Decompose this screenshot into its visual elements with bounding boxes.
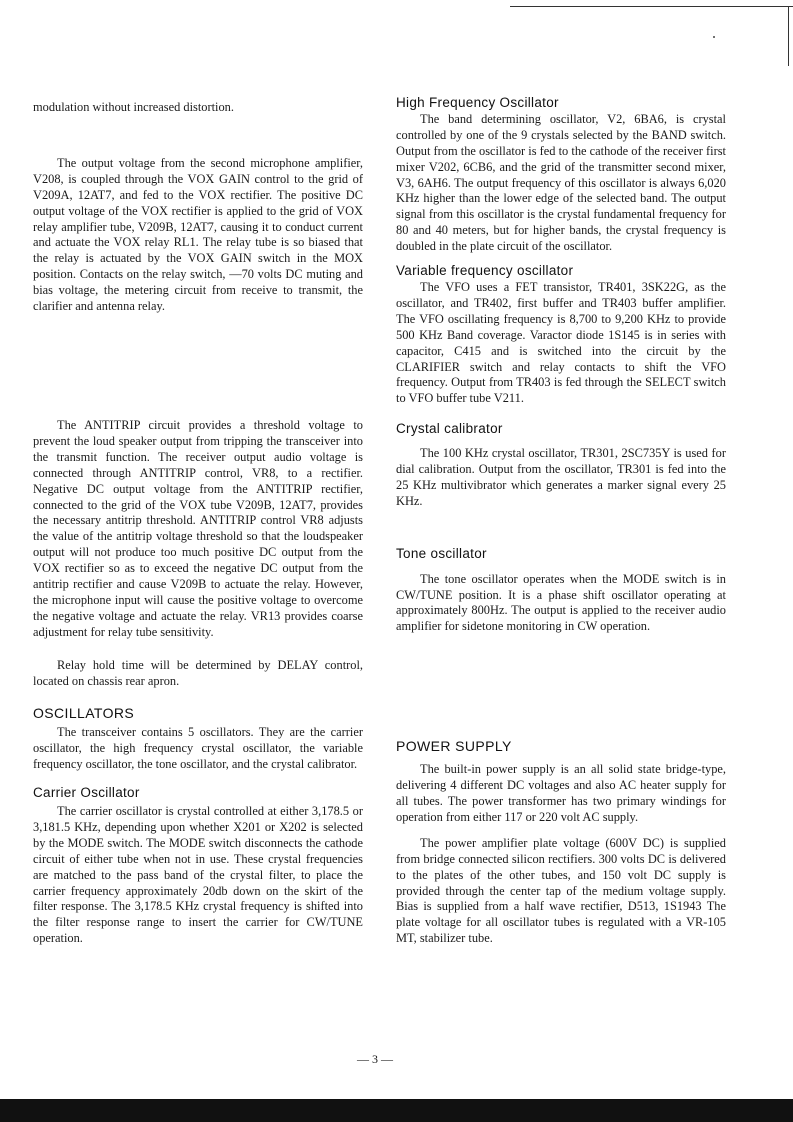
paragraph-oscillators: The transceiver contains 5 oscillators. They are the carrier oscillator, the high frequency crystal oscillator, the variable frequency oscillator, the tone oscillator, and the crystal calibrator. [33, 725, 363, 772]
heading-crystal-calibrator: Crystal calibrator [396, 421, 503, 437]
paragraph-crystal-calibrator: The 100 KHz crystal oscillator, TR301, 2SC735Y is used for dial calibration. Output from the oscillator, TR301 is fed into the 25 KHz multivibrator which generates a marker signal every 25 KHz. [396, 446, 726, 508]
heading-power-supply: POWER SUPPLY [396, 738, 512, 755]
paragraph-tone-oscillator: The tone oscillator operates when the MODE switch is in CW/TUNE position. It is a phase shift oscillator operating at approximately 800Hz. The output is applied to the receiver audio amplifier for sidetone monitoring in CW operation. [396, 571, 726, 634]
right-column [396, 95, 726, 947]
heading-carrier-oscillator: Carrier Oscillator [33, 785, 140, 801]
paragraph-power-supply-1: The built-in power supply is an all solid state bridge-type, delivering 4 different DC voltages and also AC heater supply for all tubes. The power transformer has two primary windings for operation from either 117 or 220 volt AC supply. [396, 762, 726, 824]
paragraph-variable-frequency-oscillator: The VFO uses a FET transistor, TR401, 3SK22G, as the oscillator, and TR402, first buffer and TR403 buffer amplifier. The VFO oscillating frequency is 8,700 to 9,200 KHz to provide 500 KHz Band coverage. Varactor diode 1S145 is in series with capacitor, C415 and is switched into the circuit by the CLARIFIER switch and relay contacts to shift the VFO frequency. Output from TR403 is fed through the SELECT switch to VFO buffer tube V211. [396, 279, 726, 406]
paragraph-vox: The output voltage from the second microphone amplifier, V208, is coupled through the VOX GAIN control to the grid of V209A, 12AT7, and fed to the VOX rectifier. The positive DC output voltage of the VOX rectifier is applied to the grid of VOX relay amplifier tube, V209B, 12AT7, causing it to conduct current and actuate the VOX relay RL1. The relay tube is so biased that the relay is actuated by the VOX GAIN switch in the MOX position. Contacts on the relay switch, —70 volts DC muting and bias voltage, the metering circuit from receive to transmit, the clarifier and antenna relay. [33, 155, 363, 314]
top-edge-rule [510, 6, 793, 7]
paragraph-relay-hold: Relay hold time will be determined by DELAY control, located on chassis rear apron. [33, 657, 363, 688]
page-number: — 3 — [357, 1052, 393, 1066]
right-edge-rule [788, 6, 789, 66]
paragraph-carrier-oscillator: The carrier oscillator is crystal controlled at either 3,178.5 or 3,181.5 KHz, depending upon whether X201 or X202 is selected by the MODE switch. The MODE switch disconnects the cathode circuit of either tube when not in use. These crystal frequencies are matched to the pass band of the crystal filter, to place the carrier frequency approximately 20db down on the skirt of the filter response. The 3,178.5 KHz crystal frequency is shifted into the filter response range to insert the carrier for CW/TUNE operation. [33, 804, 363, 946]
heading-oscillators: OSCILLATORS [33, 705, 135, 722]
paragraph-modulation: modulation without increased distortion. [33, 100, 234, 114]
left-column [33, 100, 363, 947]
paragraph-high-frequency-oscillator: The band determining oscillator, V2, 6BA6, is crystal controlled by one of the 9 crystals selected by the BAND switch. Output from the oscillator is fed to the cathode of the receiver first mixer V202, 6CB6, and the grid of the transmitter second mixer, V3, 6AH6. The output frequency of this oscillator is always 6,020 KHz higher than the lower edge of the selected band. The output signal from this oscillator is the crystal fundamental frequency for 80 and 40 meters, but for higher bands, the crystal frequency is doubled in the plate circuit of the oscillator. [396, 111, 726, 254]
paragraph-antitrip: The ANTITRIP circuit provides a threshold voltage to prevent the loud speaker output from tripping the transceiver into the transmit function. The receiver output audio voltage is connected through ANTITRIP control, VR8, to a rectifier. Negative DC output voltage from the ANTITRIP rectifier, connected to the grid of the VOX tube V209B, 12AT7, provides the necessary antitrip threshold. ANTITRIP control VR8 adjusts the value of the antitrip voltage threshold so that the loudspeaker output will not produce too much positive DC output from the VOX rectifier so as to exceed the negative DC output from the antitrip rectifier and cause V209B to actuate the relay. However, the microphone input will cause the positive voltage to overcome the negative voltage and actuate the relay. VR13 provides coarse adjustment for relay tube sensitivity. [33, 417, 363, 639]
bottom-scan-bar [0, 1099, 793, 1122]
heading-variable-frequency-oscillator: Variable frequency oscillator [396, 263, 574, 279]
heading-high-frequency-oscillator: High Frequency Oscillator [396, 95, 559, 110]
heading-tone-oscillator: Tone oscillator [396, 545, 487, 561]
scan-speck [713, 36, 715, 38]
paragraph-power-supply-2: The power amplifier plate voltage (600V DC) is supplied from bridge connected silicon rectifiers. 300 volts DC is delivered to the plates of the other tubes, and 150 volt DC supply is provided through the center tap of the medium voltage supply. Bias is supplied from a half wave rectifier, D513, 1S1943 The plate voltage for all oscillator tubes is regulated with a VR-105 MT, stabilizer tube. [396, 835, 726, 946]
